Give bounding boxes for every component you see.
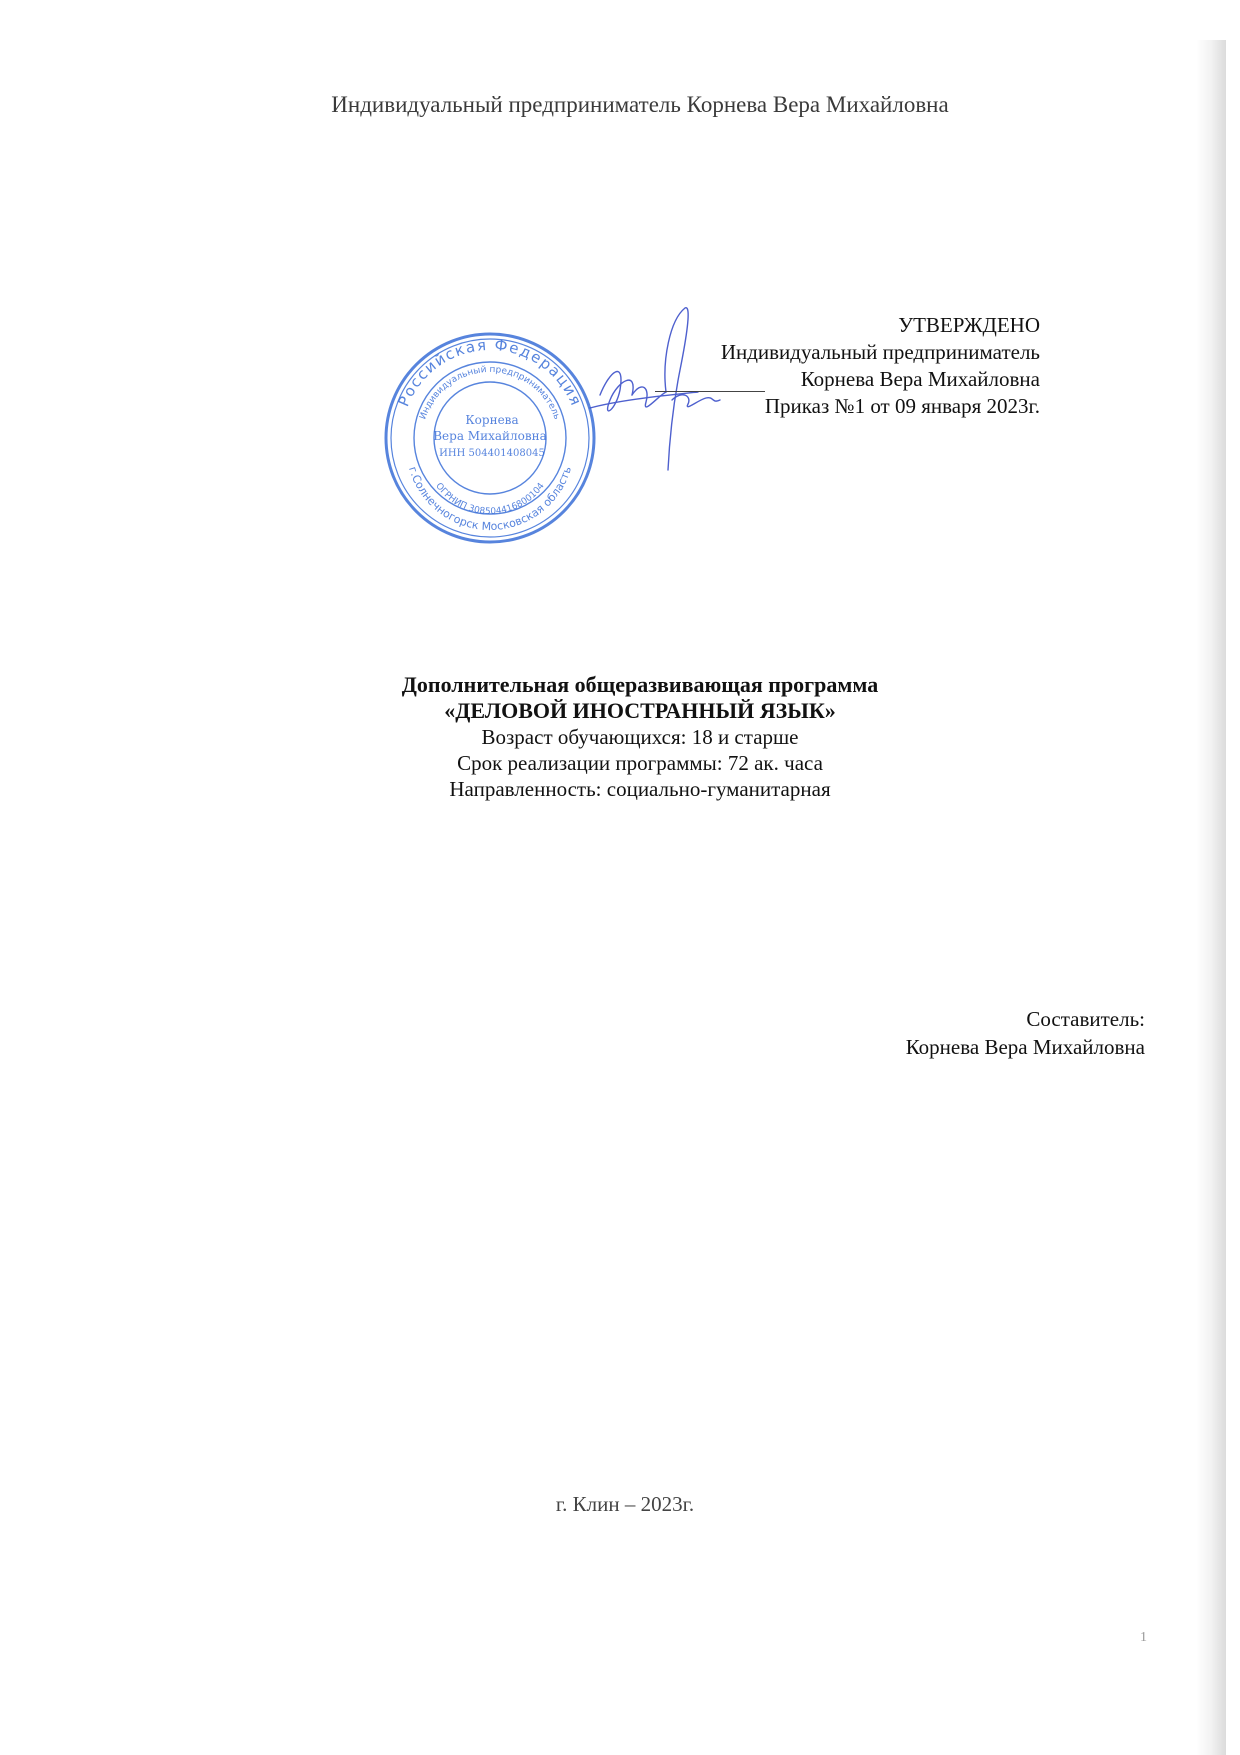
approval-block (721, 312, 1040, 420)
compiler-label: Составитель: (1026, 1007, 1145, 1031)
stamp-outer-bottom-text: г.Солнечногорск Московская область (406, 464, 575, 534)
program-age: Возраст обучающихся: 18 и старше (481, 725, 799, 749)
compiler-block (906, 1005, 1145, 1061)
stamp-name-line2: Вера Михайловна (433, 429, 547, 443)
program-title: Дополнительная общеразвивающая программа (401, 672, 879, 697)
stamp-inner-ring-text: Индивидуальный предприниматель (418, 364, 562, 421)
program-duration: Срок реализации программы: 72 ак. часа (457, 751, 823, 775)
city-year: г. Клин – 2023г. (555, 1492, 695, 1516)
approval-name: Корнева Вера Михайловна (800, 367, 1040, 391)
approval-position: Индивидуальный предприниматель (720, 340, 1040, 364)
stamp-outer-top-text: Российская Федерация (394, 335, 586, 410)
program-name: «ДЕЛОВОЙ ИНОСТРАННЫЙ ЯЗЫК» (444, 698, 836, 723)
official-stamp (380, 328, 600, 548)
compiler-name: Корнева Вера Михайловна (905, 1035, 1145, 1059)
stamp-name-line1: Корнева (465, 413, 519, 427)
organization-header: Индивидуальный предприниматель Корнева Вера Михайловна (331, 92, 949, 117)
approval-title: УТВЕРЖДЕНО (898, 313, 1040, 337)
stamp-inn: ИНН 504401408045 (439, 448, 545, 459)
page-number: 1 (1140, 1630, 1147, 1645)
program-direction: Направленность: социально-гуманитарная (449, 777, 831, 801)
stamp-ogrnip-text: ОГРНИП 308504416800104 (433, 481, 547, 518)
program-info (330, 672, 950, 802)
approval-order: Приказ №1 от 09 января 2023г. (764, 394, 1040, 418)
